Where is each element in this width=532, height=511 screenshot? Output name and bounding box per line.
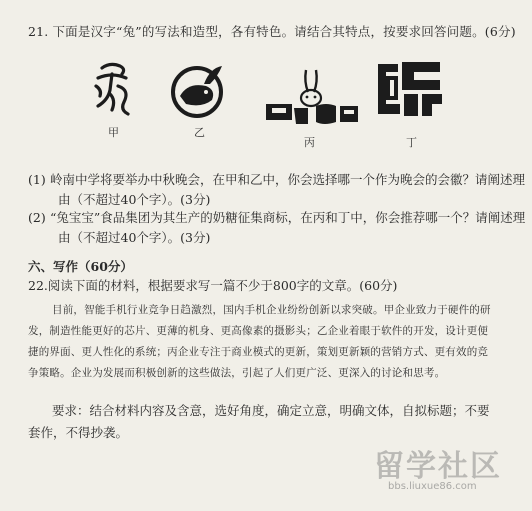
question-number: 22. (28, 278, 48, 293)
question-text: 阅读下面的材料，根据要求写一篇不少于800字的文章。(60分) (47, 278, 398, 293)
glyph-jia-seal-rabbit (88, 60, 138, 118)
watermark-url: bbs.liuxue86.com (388, 481, 477, 492)
watermark-brand: 留学社区 (374, 449, 502, 484)
question-21-prompt (28, 22, 516, 40)
glyph-label-ding: 丁 (406, 136, 417, 149)
question-22-prompt (28, 276, 397, 294)
glyph-ding-bold-rabbit (374, 58, 446, 120)
site-watermark (366, 445, 516, 497)
glyph-bing-cartoon-rabbit (262, 66, 362, 128)
subquestion-text-line2: 由（不超过40个字）。(3分) (58, 230, 211, 245)
subquestion-text-line2: 由（不超过40个字）。(3分) (58, 192, 211, 207)
question-number: 21. (28, 24, 49, 39)
reading-material: 目前，智能手机行业竞争日趋激烈，国内手机企业纷纷创新以求突破。甲企业致力于硬件的研发，制造性能更好的芯片、更薄的机身、更高像素的摄影头；乙企业着眼于软件的开发，设计更便捷的界面、更人性化的系统；丙企业专注于商业模式的更新，策划更新颖的营销方式、更有效的竞争策略。企业为发展而积极创新的这些做法，引起了人们更广泛、更深入的讨论和思考。 (28, 304, 491, 379)
glyph-label-bing: 丙 (304, 136, 315, 149)
rabbit-glyph-row (88, 52, 468, 152)
glyph-yi-circle-rabbit (166, 62, 228, 118)
glyph-label-yi: 乙 (194, 126, 205, 139)
writing-requirement: 要求：结合材料内容及含意，选好角度，确定立意，明确文体，自拟标题；不要套作，不得抄袭。 (28, 403, 490, 440)
subquestion-mark: (1) (28, 172, 46, 187)
section-heading-writing: 六、写作（60分） (28, 259, 133, 274)
subquestion-1 (28, 170, 525, 210)
subquestion-text-line1: “兔宝宝”食品集团为其生产的奶糖征集商标，在丙和丁中，你会推荐哪一个？请阐述理 (50, 210, 526, 225)
subquestion-2 (28, 208, 525, 248)
subquestion-mark: (2) (28, 210, 46, 225)
subquestion-text-line1: 岭南中学将要举办中秋晚会，在甲和乙中，你会选择哪一个作为晚会的会徽？请阐述理 (50, 172, 526, 187)
glyph-label-jia: 甲 (108, 126, 119, 139)
question-text: 下面是汉字“兔”的写法和造型，各有特色。请结合其特点，按要求回答问题。(6分) (52, 24, 516, 39)
